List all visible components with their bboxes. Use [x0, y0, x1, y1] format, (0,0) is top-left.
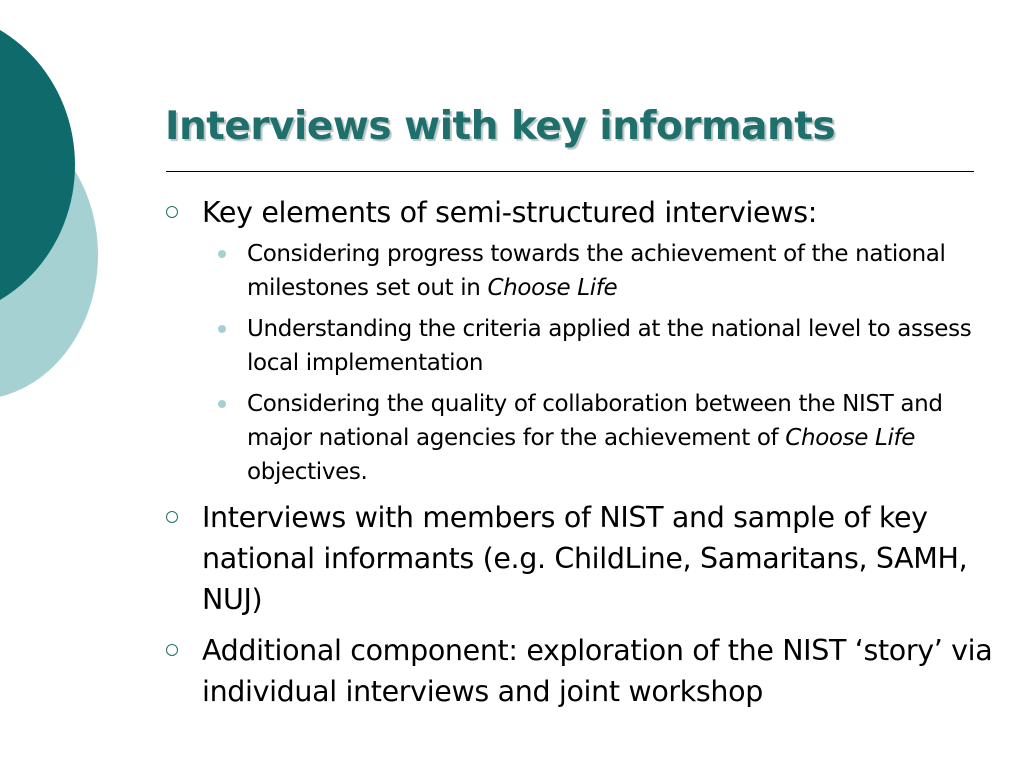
sub-bullet-emphasis: Choose Life [785, 425, 916, 451]
sub-bullet-item [164, 312, 994, 380]
bullet-text: Additional component: exploration of the NIST ‘story’ via individual interviews and joint workshop [202, 634, 993, 708]
sub-bullet-text-tail: objectives. [247, 459, 368, 485]
dot-bullet-icon [218, 250, 226, 258]
slide-body [164, 192, 994, 712]
sub-bullet-item [164, 237, 994, 305]
dot-bullet-icon [218, 325, 226, 333]
bullet-text: Interviews with members of NIST and sample of key national informants (e.g. ChildLine, Samaritans, SAMH, NUJ) [202, 501, 968, 616]
sub-bullet-item [164, 387, 994, 489]
sub-bullet-list [164, 237, 994, 489]
sub-bullet-text: Considering the quality of collaboration between the NIST and major national agencies for the achievement of [247, 391, 943, 451]
sub-bullet-text: Understanding the criteria applied at the national level to assess local implementation [247, 316, 972, 376]
hollow-circle-bullet-icon [166, 644, 178, 656]
title-divider [166, 171, 974, 172]
bullet-text: Key elements of semi-structured interviews: [202, 196, 817, 229]
slide-title: Interviews with key informants [165, 104, 836, 149]
dot-bullet-icon [218, 400, 226, 408]
sub-bullet-text: Considering progress towards the achievement of the national milestones set out in [247, 241, 946, 301]
bullet-item [164, 497, 994, 620]
sub-bullet-emphasis: Choose Life [487, 275, 618, 301]
hollow-circle-bullet-icon [166, 511, 178, 523]
hollow-circle-bullet-icon [166, 206, 178, 218]
bullet-item [164, 192, 994, 233]
bullet-item [164, 630, 994, 712]
